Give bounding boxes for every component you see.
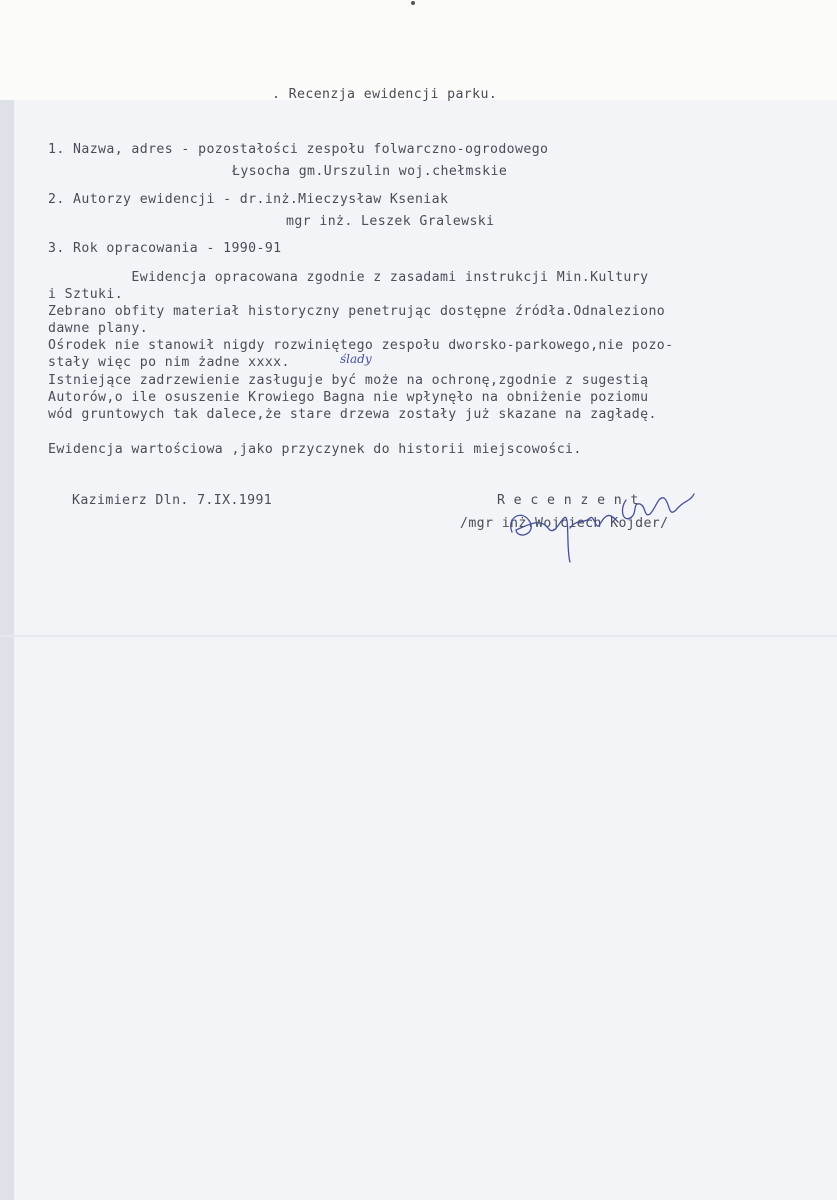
- body-line: Zebrano obfity materiał historyczny penetrując dostępne źródła.Odnaleziono: [48, 304, 666, 319]
- body-line: Istniejące zadrzewienie zasługuje być może na ochronę,zgodnie z sugestią: [48, 373, 649, 388]
- body-line: Ewidencja opracowana zgodnie z zasadami instrukcji Min.Kultury: [48, 270, 649, 285]
- reviewer-name: /mgr inż.Wojciech Kojder/: [460, 516, 669, 531]
- item-1-line-2: Łysocha gm.Urszulin woj.chełmskie: [232, 164, 508, 179]
- item-3-line-1: 3. Rok opracowania - 1990-91: [48, 241, 282, 256]
- item-2-line-1: 2. Autorzy ewidencji - dr.inż.Mieczysław Kseniak: [48, 192, 449, 207]
- body-line: dawne plany.: [48, 321, 149, 336]
- handwritten-insert: ślady: [340, 352, 372, 366]
- item-1-line-1: 1. Nazwa, adres - pozostałości zespołu folwarczno-ogrodowego: [48, 142, 549, 157]
- place-date: Kazimierz Dln. 7.IX.1991: [72, 493, 273, 508]
- body-line: stały więc po nim żadne xxxx.: [48, 355, 290, 370]
- conclusion-line: Ewidencja wartościowa ,jako przyczynek do historii miejscowości.: [48, 442, 582, 457]
- body-line: i Sztuki.: [48, 287, 124, 302]
- body-line: Autorów,o ile osuszenie Krowiego Bagna nie wpłynęło na obniżenie poziomu: [48, 390, 649, 405]
- page-left-edge: [0, 100, 14, 1200]
- body-line: wód gruntowych tak dalece,że stare drzewa zostały już skazane na zagładę.: [48, 407, 657, 422]
- punch-mark: [410, 0, 416, 6]
- item-2-line-2: mgr inż. Leszek Gralewski: [286, 214, 495, 229]
- reviewer-label: R e c e n z e n t: [497, 493, 639, 508]
- document-title: . Recenzja ewidencji parku.: [272, 87, 498, 102]
- page-fold: [0, 635, 837, 637]
- page-top-band: [0, 0, 837, 100]
- body-line: Ośrodek nie stanowił nigdy rozwiniętego zespołu dworsko-parkowego,nie pozo-: [48, 338, 674, 353]
- handwritten-signature: [500, 488, 710, 568]
